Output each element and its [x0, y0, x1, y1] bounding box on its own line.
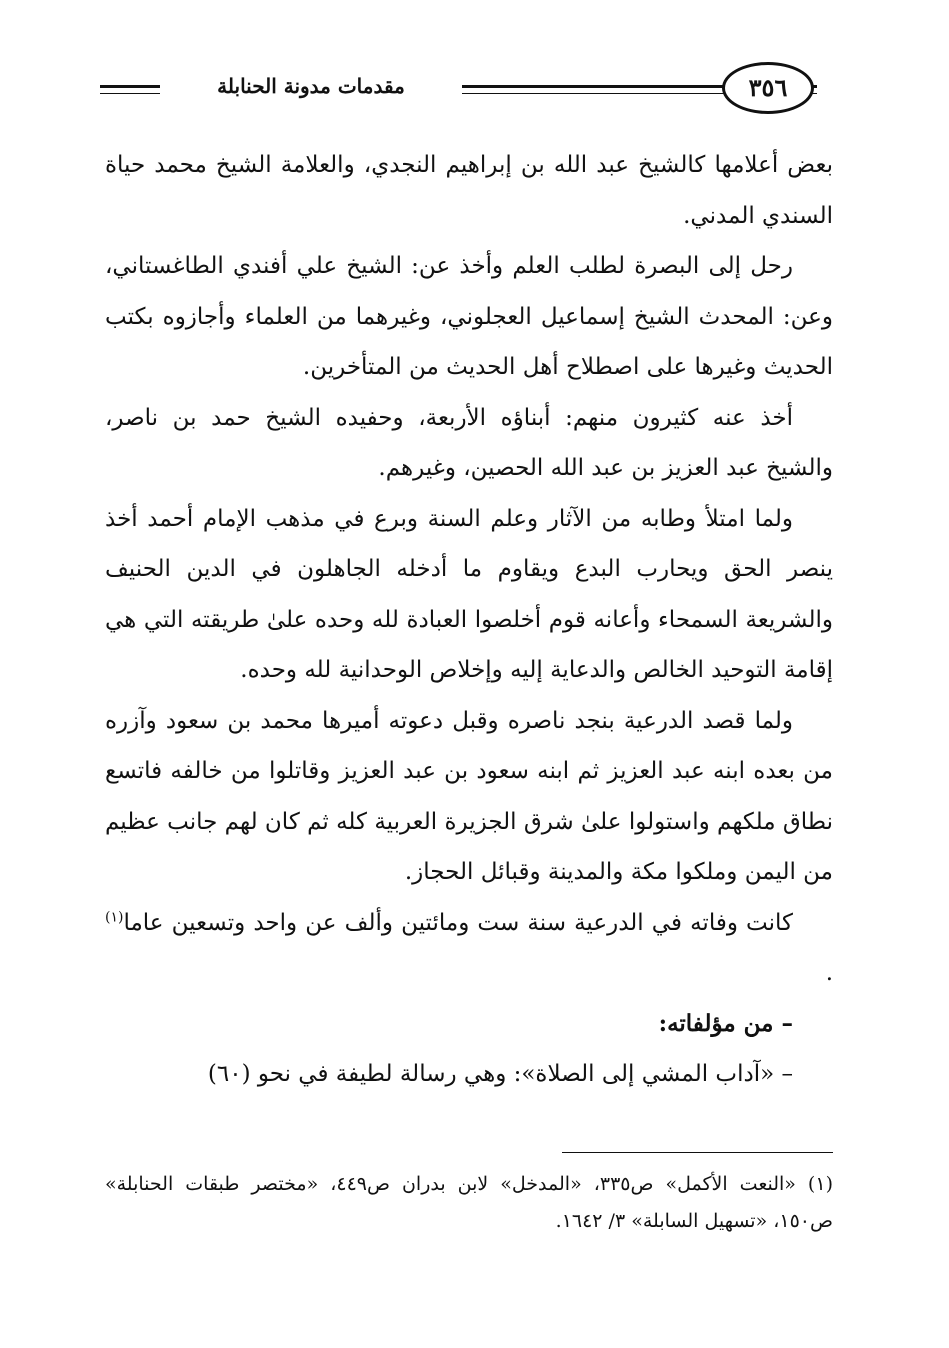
header-rule-thin-left — [100, 93, 160, 94]
running-header — [100, 60, 838, 120]
page-number: ٣٥٦ — [722, 62, 814, 114]
works-item: – «آداب المشي إلى الصلاة»: وهي رسالة لطيفة في نحو (٦٠) — [207, 1061, 793, 1087]
works-heading: – من مؤلفاته: — [658, 1009, 793, 1037]
footnote: (١) «النعت الأكمل» ص٣٣٥، «المدخل» لابن بدران ص٤٤٩، «مختصر طبقات الحنابلة» ص١٥٠، «تسهيل السابلة» ٣/ ١٦٤٢. — [105, 1173, 833, 1232]
paragraph: بعض أعلامها كالشيخ عبد الله بن إبراهيم النجدي، والعلامة الشيخ محمد حياة السندي المدني. — [105, 152, 833, 229]
running-title: مقدمات مدونة الحنابلة — [217, 74, 405, 98]
footnote-reference: (١) — [105, 908, 124, 925]
paragraph: ولما قصد الدرعية بنجد ناصره وقبل دعوته أميرها محمد بن سعود وآزره من بعده ابنه عبد العزيز ثم ابنه سعود بن عبد العزيز وقاتلوا من خالفه فاتسع نطاق ملكهم واستولوا علىٰ شرق الجزيرة العربية كله ثم كان لهم جانب عظيم من اليمن وملكوا مكة والمدينة وقبائل الحجاز. — [105, 707, 833, 885]
header-rule-thick-left — [100, 85, 160, 88]
main-text — [105, 140, 833, 1100]
death-paragraph-text: كانت وفاته في الدرعية سنة ست ومائتين وألف عن واحد وتسعين عاما — [123, 909, 793, 936]
paragraph: أخذ عنه كثيرون منهم: أبناؤه الأربعة، وحفيده الشيخ حمد بن ناصر، والشيخ عبد العزيز بن عبد الله الحصين، وغيرهم. — [105, 404, 833, 481]
death-paragraph-end: . — [825, 960, 833, 986]
paragraph: رحل إلى البصرة لطلب العلم وأخذ عن: الشيخ علي أفندي الطاغستاني، وعن: المحدث الشيخ إسماعيل العجلوني، وغيرهما من العلماء وأجازوه بكتب الحديث وغيرها على اصطلاح أهل الحديث من المتأخرين. — [105, 253, 833, 380]
footnote-separator — [562, 1152, 833, 1153]
death-paragraph — [105, 898, 833, 999]
paragraph: ولما امتلأ وطابه من الآثار وعلم السنة وبرع في مذهب الإمام أحمد أخذ ينصر الحق ويحارب البدع ويقاوم ما أدخله الجاهلون في الدين الحنيف والشريعة السمحاء وأعانه قوم أخلصوا العبادة لله وحده علىٰ طريقته التي هي إقامة التوحيد الخالص والدعاية إليه وإخلاص الوحدانية لله وحده. — [105, 505, 833, 683]
footnotes — [105, 1166, 833, 1240]
